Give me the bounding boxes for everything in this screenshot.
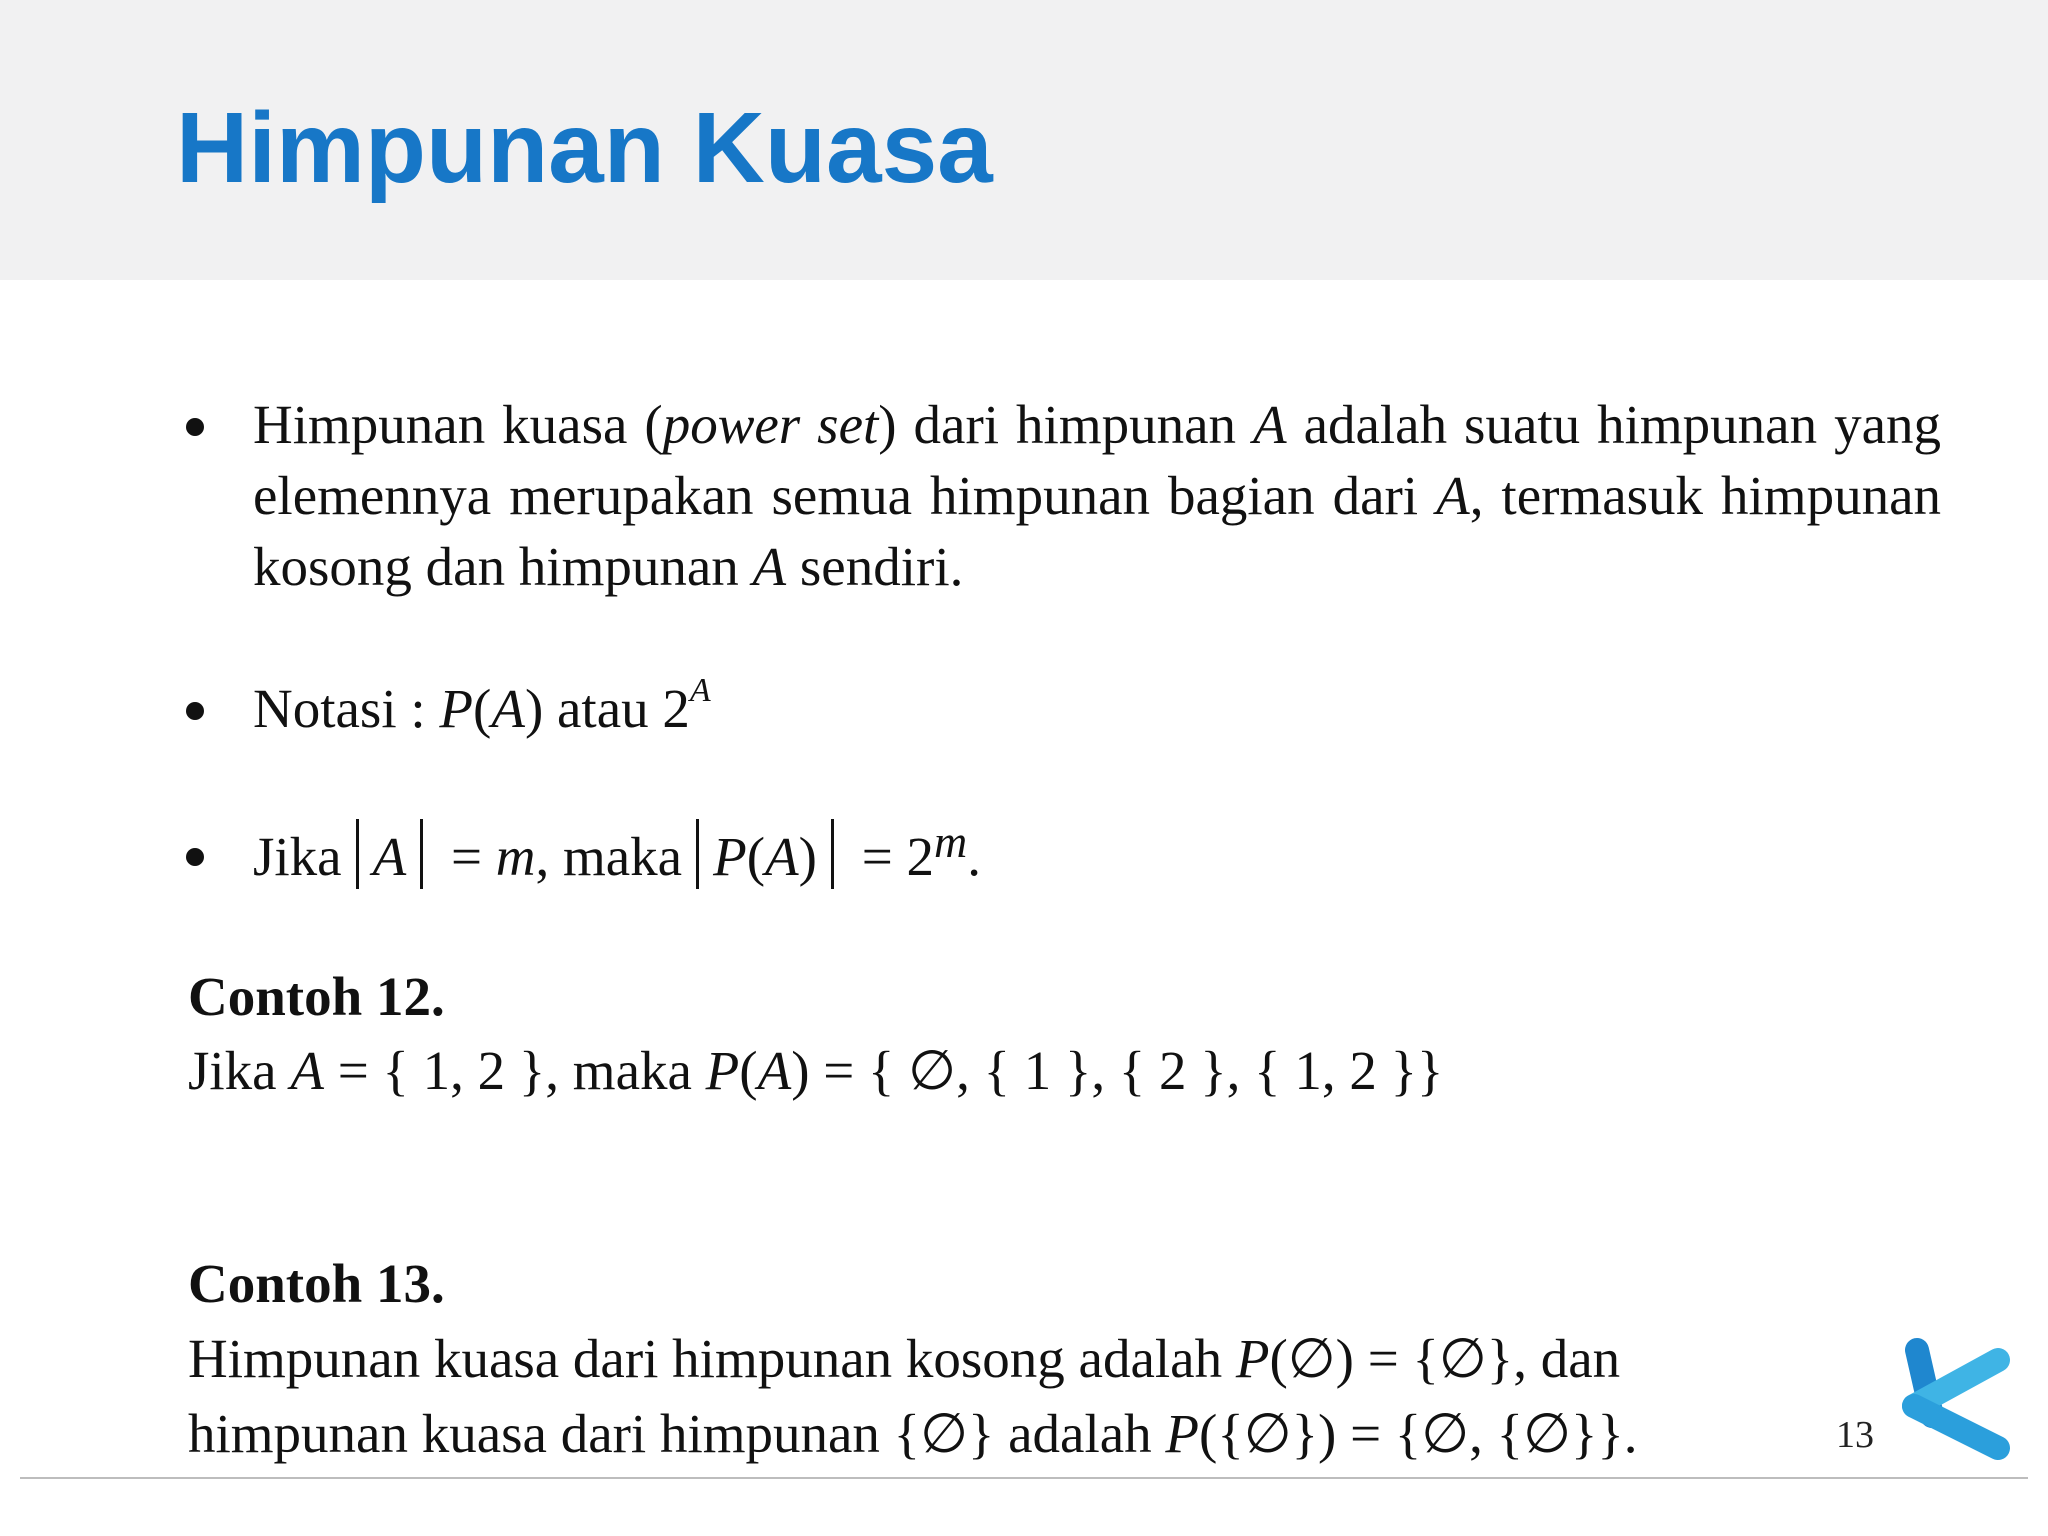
example-13-heading: Contoh 13. — [188, 1253, 445, 1314]
cardinality-line: Jika A = m, maka $P(A) = 2^m$. — [253, 816, 981, 887]
exponent-m: m — [934, 816, 968, 867]
notation-line: Notasi : P(A) atau $2^A$ — [253, 672, 711, 739]
example-12-heading: Contoh 12. — [188, 966, 445, 1027]
bullet-dot — [186, 702, 204, 720]
bullet-dot — [186, 848, 204, 866]
footer-rule — [20, 1477, 2028, 1479]
example-12-body: Jika A = { 1, 2 }, maka P(A) = { ∅, { 1 }, { 2 }, { 1, 2 }} — [188, 1040, 1444, 1101]
abs-bar — [356, 819, 359, 889]
example-13-line-2: himpunan kuasa dari himpunan {∅} adalah P({∅}) = {∅, {∅}}. — [188, 1403, 1638, 1464]
page-number: 13 — [1836, 1414, 1874, 1456]
abs-bar — [831, 819, 834, 889]
exponent-a: A — [689, 672, 711, 709]
abs-bar — [420, 819, 423, 889]
bullet-dot — [186, 418, 204, 436]
power-set-definition: Himpunan kuasa (power set) dari himpunan A adalah suatu himpunan yang elemennya merupakan semua himpunan bagian dari A, termasuk himpunan kosong dan himpunan A sendiri. — [253, 394, 1941, 597]
slide-title: Himpunan Kuasa — [176, 92, 993, 204]
abs-bar — [696, 819, 699, 889]
example-13-line-1: Himpunan kuasa dari himpunan kosong adalah P(∅) = {∅}, dan — [188, 1328, 1621, 1389]
chevron-left-logo-icon — [1892, 1330, 2016, 1470]
